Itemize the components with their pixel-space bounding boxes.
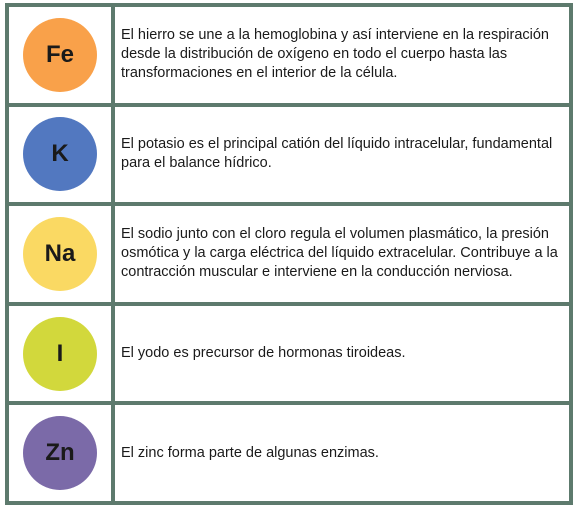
- description-cell: [115, 306, 569, 402]
- symbol-cell: [9, 306, 111, 402]
- i-circle-icon: I: [23, 317, 97, 391]
- symbol-cell: [9, 405, 111, 501]
- table-row-na: [9, 206, 569, 302]
- symbol-cell: [9, 107, 111, 203]
- symbol-cell: [9, 206, 111, 302]
- description-cell: [115, 206, 569, 302]
- description-cell: [115, 7, 569, 103]
- description-cell: [115, 405, 569, 501]
- table-row-k: [9, 107, 569, 203]
- table-row-fe: [9, 7, 569, 103]
- symbol-cell: [9, 7, 111, 103]
- fe-description: El hierro se une a la hemoglobina y así interviene en la respiración desde la distribución de oxígeno en todo el cuerpo hasta las transformaciones en el interior de la célula.: [121, 27, 549, 82]
- fe-circle-icon: Fe: [23, 18, 97, 92]
- k-circle-icon: K: [23, 117, 97, 191]
- na-circle-icon: Na: [23, 217, 97, 291]
- minerals-table: [5, 3, 573, 505]
- na-description: El sodio junto con el cloro regula el volumen plasmático, la presión osmótica y la carga eléctrica del líquido extracelular. Contribuye a la contracción muscular e interviene en la conducción nerviosa.: [121, 226, 558, 281]
- zn-description: El zinc forma parte de algunas enzimas.: [121, 444, 379, 461]
- table-row-zn: [9, 405, 569, 501]
- i-description: El yodo es precursor de hormonas tiroideas.: [121, 345, 406, 362]
- table-row-i: [9, 306, 569, 402]
- description-cell: [115, 107, 569, 203]
- k-description: El potasio es el principal catión del líquido intracelular, fundamental para el balance hídrico.: [121, 136, 553, 172]
- zn-circle-icon: Zn: [23, 416, 97, 490]
